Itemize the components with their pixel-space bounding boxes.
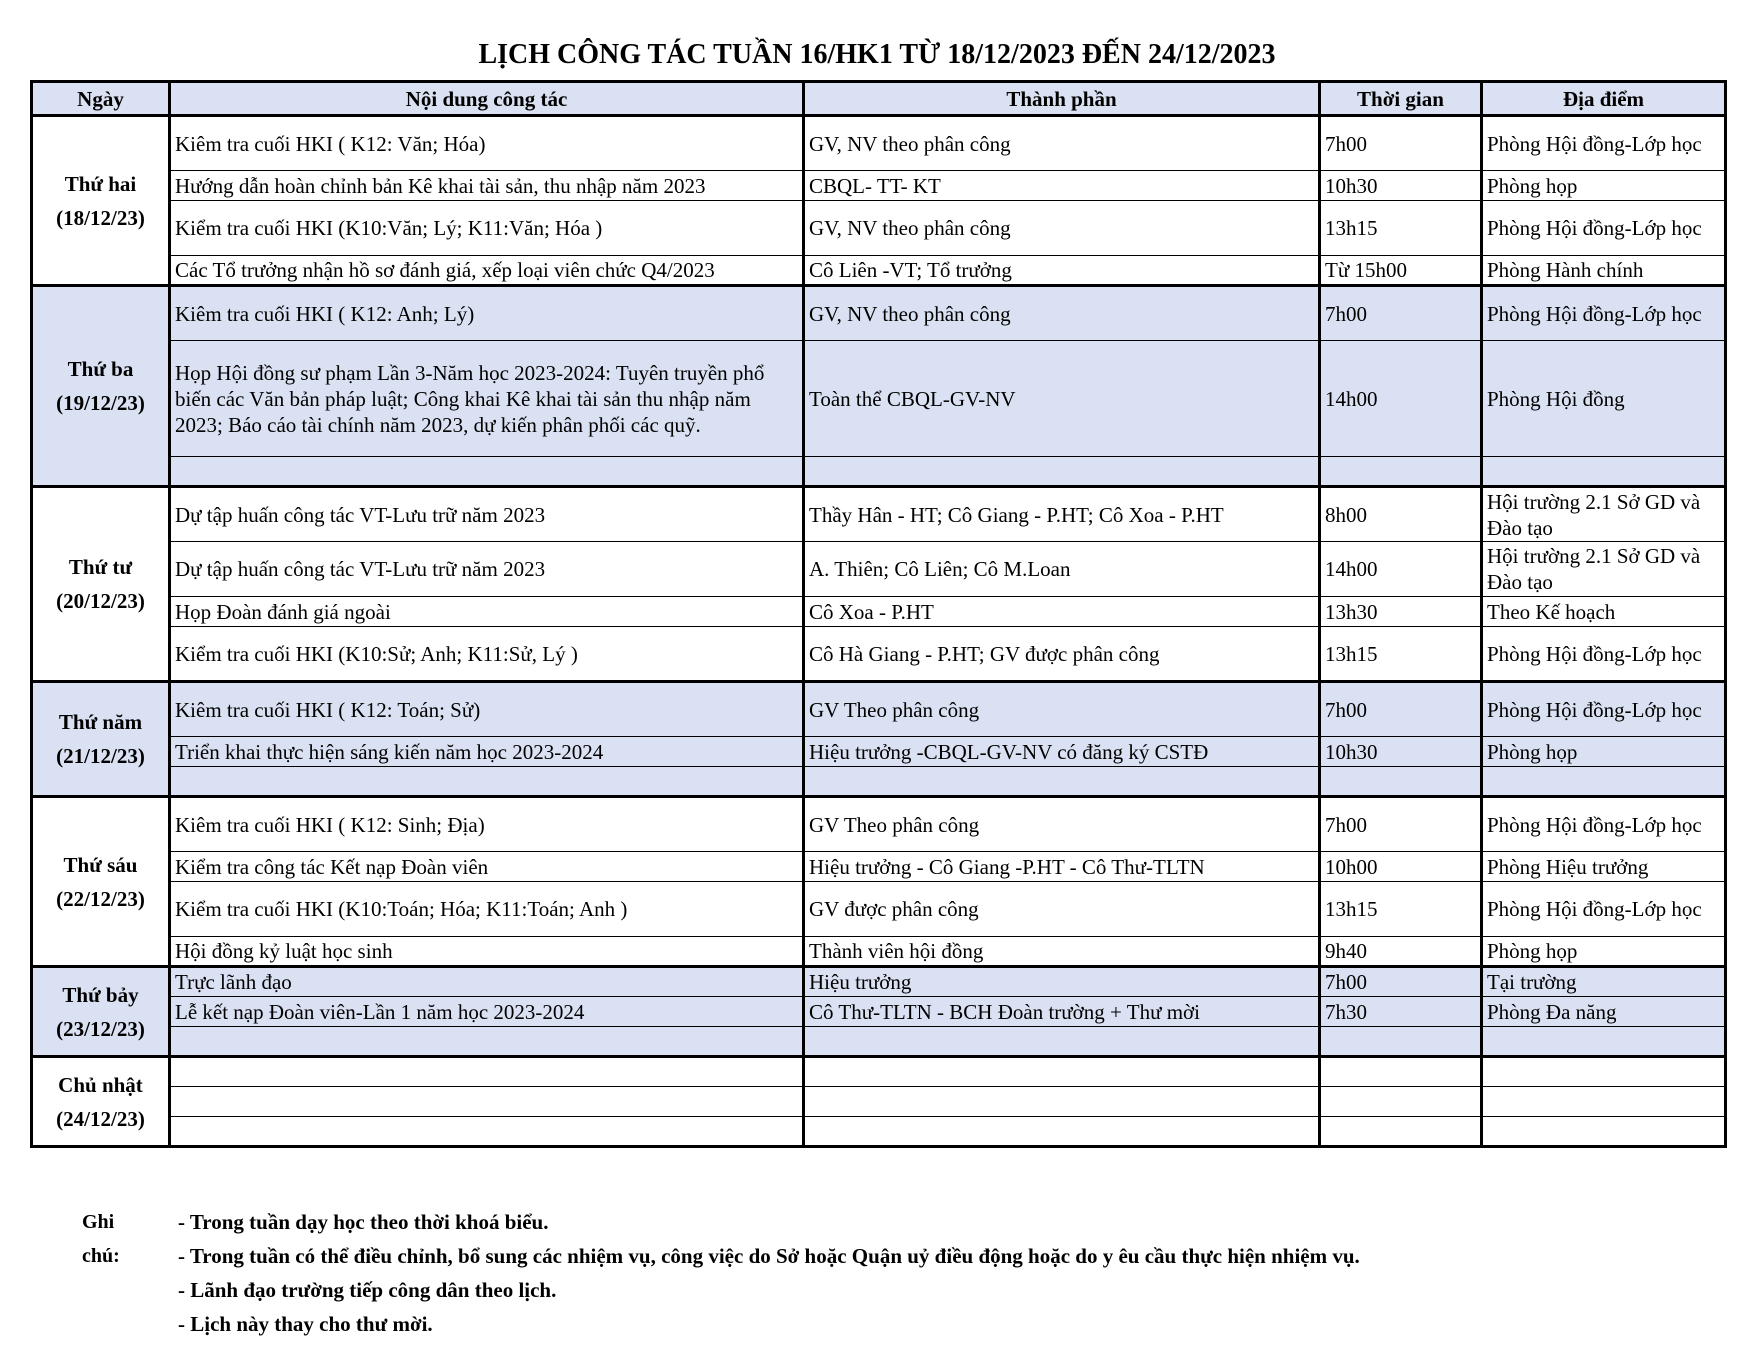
location-cell: Phòng Hội đồng-Lớp học — [1482, 797, 1726, 852]
location-cell: Phòng Hội đồng-Lớp học — [1482, 116, 1726, 171]
participants-cell: Cô Liên -VT; Tổ trưởng — [804, 256, 1320, 286]
content-cell: Lễ kết nạp Đoàn viên-Lần 1 năm học 2023-2024 — [170, 997, 804, 1027]
participants-cell — [804, 457, 1320, 487]
location-cell — [1482, 1027, 1726, 1057]
content-cell: Họp Hội đồng sư phạm Lần 3-Năm học 2023-2024: Tuyên truyền phổ biến các Văn bản pháp luật; Công khai Kê khai tài sản thu nhập năm 2023; Báo cáo tài chính năm 2023, dự kiến phân phối các quỹ. — [170, 341, 804, 457]
time-cell — [1320, 457, 1482, 487]
table-row — [32, 341, 1726, 457]
day-group — [32, 682, 1726, 797]
note-item: - Trong tuần dạy học theo thời khoá biểu. — [178, 1210, 549, 1234]
table-row — [32, 1117, 1726, 1147]
content-cell: Các Tổ trưởng nhận hồ sơ đánh giá, xếp loại viên chức Q4/2023 — [170, 256, 804, 286]
participants-cell: Toàn thể CBQL-GV-NV — [804, 341, 1320, 457]
header-day: Ngày — [32, 82, 170, 116]
table-row — [32, 737, 1726, 767]
location-cell: Hội trường 2.1 Sở GD và Đào tạo — [1482, 487, 1726, 542]
participants-cell — [804, 1117, 1320, 1147]
content-cell — [170, 457, 804, 487]
day-name: Thứ năm — [58, 710, 143, 734]
table-row — [32, 1087, 1726, 1117]
day-cell — [32, 967, 170, 1057]
header-participants: Thành phần — [804, 82, 1320, 116]
day-group — [32, 487, 1726, 682]
location-cell: Phòng Hội đồng-Lớp học — [1482, 627, 1726, 682]
day-date: (23/12/23) — [56, 1016, 145, 1041]
participants-cell: Cô Hà Giang - P.HT; GV được phân công — [804, 627, 1320, 682]
note-item: - Lịch này thay cho thư mời. — [178, 1312, 433, 1336]
participants-cell — [804, 767, 1320, 797]
day-date: (19/12/23) — [56, 391, 145, 415]
time-cell — [1320, 1087, 1482, 1117]
content-cell: Họp Đoàn đánh giá ngoài — [170, 597, 804, 627]
location-cell: Theo Kế hoạch — [1482, 597, 1726, 627]
location-cell — [1482, 1117, 1726, 1147]
day-name: Thứ hai — [64, 171, 137, 196]
location-cell — [1482, 1087, 1726, 1117]
time-cell — [1320, 1117, 1482, 1147]
participants-cell: GV, NV theo phân công — [804, 201, 1320, 256]
location-cell: Phòng Hiệu trưởng — [1482, 852, 1726, 882]
day-name: Thứ sáu — [63, 852, 138, 877]
content-cell: Trực lãnh đạo — [170, 967, 804, 997]
location-cell: Phòng họp — [1482, 737, 1726, 767]
content-cell: Hội đồng kỷ luật học sinh — [170, 937, 804, 967]
content-cell — [170, 1087, 804, 1117]
participants-cell: Thầy Hân - HT; Cô Giang - P.HT; Cô Xoa - P.HT — [804, 487, 1320, 542]
time-cell: 13h15 — [1320, 882, 1482, 937]
time-cell: 9h40 — [1320, 937, 1482, 967]
time-cell: 7h00 — [1320, 797, 1482, 852]
table-header — [32, 82, 1726, 116]
table-row — [32, 116, 1726, 171]
day-cell — [32, 286, 170, 487]
participants-cell: Thành viên hội đồng — [804, 937, 1320, 967]
day-name: Thứ tư — [68, 555, 133, 579]
participants-cell — [804, 1087, 1320, 1117]
location-cell: Hội trường 2.1 Sở GD và Đào tạo — [1482, 542, 1726, 597]
table-row — [32, 997, 1726, 1027]
participants-cell — [804, 1057, 1320, 1087]
location-cell: Phòng Đa năng — [1482, 997, 1726, 1027]
table-row — [32, 627, 1726, 682]
day-name: Chủ nhật — [58, 1072, 143, 1097]
time-cell: 10h00 — [1320, 852, 1482, 882]
table-row — [32, 487, 1726, 542]
schedule-table — [30, 80, 1727, 1148]
header-content: Nội dung công tác — [170, 82, 804, 116]
content-cell: Kiểm tra cuối HKI (K10:Toán; Hóa; K11:Toán; Anh ) — [170, 882, 804, 937]
notes-label: Ghi chú: — [82, 1211, 120, 1267]
participants-cell: Hiệu trưởng - Cô Giang -P.HT - Cô Thư-TLTN — [804, 852, 1320, 882]
content-cell: Kiểm tra cuối HKI (K10:Văn; Lý; K11:Văn; Hóa ) — [170, 201, 804, 256]
day-group — [32, 967, 1726, 1057]
day-cell — [32, 487, 170, 682]
day-date: (20/12/23) — [56, 589, 145, 613]
content-cell: Kiểm tra cuối HKI (K10:Sử; Anh; K11:Sử, Lý ) — [170, 627, 804, 682]
time-cell: 13h15 — [1320, 627, 1482, 682]
day-date: (22/12/23) — [56, 886, 145, 911]
location-cell: Phòng Hội đồng — [1482, 341, 1726, 457]
time-cell: 7h00 — [1320, 967, 1482, 997]
time-cell: 7h00 — [1320, 286, 1482, 341]
time-cell: 7h30 — [1320, 997, 1482, 1027]
time-cell — [1320, 1027, 1482, 1057]
content-cell — [170, 1117, 804, 1147]
time-cell: Từ 15h00 — [1320, 256, 1482, 286]
header-location: Địa điểm — [1482, 82, 1726, 116]
participants-cell: Hiệu trưởng — [804, 967, 1320, 997]
day-group — [32, 797, 1726, 967]
page-title: LỊCH CÔNG TÁC TUẦN 16/HK1 TỪ 18/12/2023 ĐẾN 24/12/2023 — [478, 39, 1276, 70]
time-cell: 13h30 — [1320, 597, 1482, 627]
content-cell: Hướng dẫn hoàn chỉnh bản Kê khai tài sản, thu nhập năm 2023 — [170, 171, 804, 201]
time-cell: 10h30 — [1320, 737, 1482, 767]
location-cell: Tại trường — [1482, 967, 1726, 997]
day-cell — [32, 682, 170, 797]
content-cell — [170, 1057, 804, 1087]
table-row — [32, 852, 1726, 882]
participants-cell: Cô Thư-TLTN - BCH Đoàn trường + Thư mời — [804, 997, 1320, 1027]
day-cell — [32, 797, 170, 967]
table-row — [32, 286, 1726, 341]
time-cell: 7h00 — [1320, 116, 1482, 171]
table-row — [32, 542, 1726, 597]
time-cell: 14h00 — [1320, 542, 1482, 597]
participants-cell — [804, 1027, 1320, 1057]
header-row — [32, 82, 1726, 116]
day-name: Thứ ba — [67, 357, 134, 381]
day-cell — [32, 1057, 170, 1147]
table-row — [32, 967, 1726, 997]
location-cell — [1482, 767, 1726, 797]
day-cell — [32, 116, 170, 286]
participants-cell: GV, NV theo phân công — [804, 116, 1320, 171]
participants-cell: GV, NV theo phân công — [804, 286, 1320, 341]
table-row — [32, 882, 1726, 937]
time-cell: 7h00 — [1320, 682, 1482, 737]
note-item: - Trong tuần có thể điều chỉnh, bổ sung các nhiệm vụ, công việc do Sở hoặc Quận uỷ điều động hoặc do y êu cầu thực hiện nhiệm vụ. — [178, 1244, 1360, 1268]
location-cell: Phòng họp — [1482, 937, 1726, 967]
day-date: (18/12/23) — [56, 205, 145, 230]
location-cell — [1482, 1057, 1726, 1087]
location-cell: Phòng Hội đồng-Lớp học — [1482, 286, 1726, 341]
time-cell — [1320, 1057, 1482, 1087]
time-cell: 8h00 — [1320, 487, 1482, 542]
content-cell: Kiêm tra cuối HKI ( K12: Sinh; Địa) — [170, 797, 804, 852]
location-cell: Phòng Hội đồng-Lớp học — [1482, 882, 1726, 937]
table-row — [32, 1057, 1726, 1087]
day-name: Thứ bảy — [62, 982, 139, 1007]
participants-cell: Cô Xoa - P.HT — [804, 597, 1320, 627]
content-cell: Kiểm tra công tác Kết nạp Đoàn viên — [170, 852, 804, 882]
day-group — [32, 1057, 1726, 1147]
location-cell: Phòng Hội đồng-Lớp học — [1482, 682, 1726, 737]
content-cell: Dự tập huấn công tác VT-Lưu trữ năm 2023 — [170, 487, 804, 542]
day-date: (24/12/23) — [56, 1106, 145, 1131]
day-group — [32, 286, 1726, 487]
location-cell — [1482, 457, 1726, 487]
participants-cell: CBQL- TT- KT — [804, 171, 1320, 201]
content-cell: Kiêm tra cuối HKI ( K12: Văn; Hóa) — [170, 116, 804, 171]
table-row — [32, 171, 1726, 201]
content-cell — [170, 1027, 804, 1057]
participants-cell: GV Theo phân công — [804, 682, 1320, 737]
content-cell — [170, 767, 804, 797]
table-row — [32, 201, 1726, 256]
content-cell: Kiêm tra cuối HKI ( K12: Anh; Lý) — [170, 286, 804, 341]
time-cell: 10h30 — [1320, 171, 1482, 201]
content-cell: Triển khai thực hiện sáng kiến năm học 2023-2024 — [170, 737, 804, 767]
day-date: (21/12/23) — [56, 744, 145, 768]
note-item: - Lãnh đạo trường tiếp công dân theo lịch. — [178, 1278, 557, 1302]
table-row — [32, 682, 1726, 737]
table-row — [32, 797, 1726, 852]
location-cell: Phòng Hành chính — [1482, 256, 1726, 286]
content-cell: Kiêm tra cuối HKI ( K12: Toán; Sử) — [170, 682, 804, 737]
header-time: Thời gian — [1320, 82, 1482, 116]
table-row — [32, 767, 1726, 797]
participants-cell: GV Theo phân công — [804, 797, 1320, 852]
table-row — [32, 256, 1726, 286]
time-cell: 13h15 — [1320, 201, 1482, 256]
table-row — [32, 597, 1726, 627]
location-cell: Phòng họp — [1482, 171, 1726, 201]
table-row — [32, 937, 1726, 967]
participants-cell: GV được phân công — [804, 882, 1320, 937]
day-group — [32, 116, 1726, 286]
location-cell: Phòng Hội đồng-Lớp học — [1482, 201, 1726, 256]
content-cell: Dự tập huấn công tác VT-Lưu trữ năm 2023 — [170, 542, 804, 597]
participants-cell: A. Thiên; Cô Liên; Cô M.Loan — [804, 542, 1320, 597]
table-row — [32, 1027, 1726, 1057]
table-row — [32, 457, 1726, 487]
time-cell: 14h00 — [1320, 341, 1482, 457]
participants-cell: Hiệu trưởng -CBQL-GV-NV có đăng ký CSTĐ — [804, 737, 1320, 767]
time-cell — [1320, 767, 1482, 797]
